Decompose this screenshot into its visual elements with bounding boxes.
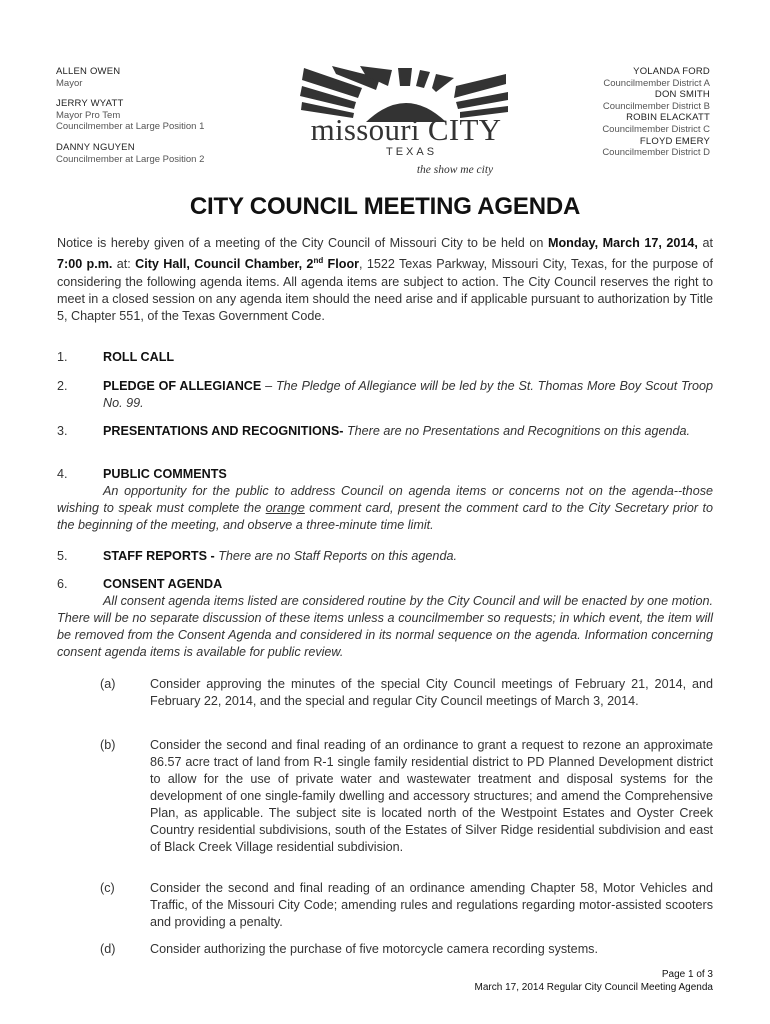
agenda-item-public-comments: [57, 466, 713, 534]
item-heading: PLEDGE OF ALLEGIANCE: [103, 379, 262, 393]
item-description: There are no Staff Reports on this agenda.: [214, 549, 457, 563]
item-heading: PRESENTATIONS AND RECOGNITIONS-: [103, 424, 344, 438]
official-name: ALLEN OWEN: [56, 66, 121, 77]
logo-wordmark: missouri CITY: [310, 112, 502, 147]
sub-item-letter: (b): [100, 738, 116, 752]
item-number: 4.: [57, 467, 68, 481]
official-name: ROBIN ELACKATT: [626, 112, 710, 124]
agenda-item-pledge: [57, 378, 713, 412]
notice-text: at:: [112, 257, 136, 272]
consent-item-c: [100, 880, 713, 931]
official-role: Councilmember at Large Position 1: [56, 121, 205, 133]
meeting-place: City Hall, Council Chamber, 2nd Floor: [135, 256, 360, 272]
item-description: The Pledge of Allegiance will be led by the St. Thomas More Boy Scout Troop No. 99.: [103, 379, 713, 410]
logo-tagline: the show me city: [416, 164, 494, 176]
official-role: Councilmember District D: [602, 147, 710, 159]
meeting-date: Monday, March 17, 2014,: [547, 236, 698, 250]
page-title: CITY COUNCIL MEETING AGENDA: [189, 193, 581, 220]
consent-item-d: [100, 941, 713, 958]
item-heading: CONSENT AGENDA: [103, 577, 223, 591]
official-role: Councilmember at Large Position 2: [56, 153, 205, 165]
meeting-time: 7:00 p.m.: [57, 257, 113, 272]
sub-item-letter: (a): [100, 677, 116, 691]
page-number: Page 1 of 3: [661, 969, 713, 980]
official-name: YOLANDA FORD: [633, 66, 710, 77]
item-number: 3.: [57, 424, 68, 438]
footer-meeting-title: March 17, 2014 Regular City Council Meeting Agenda: [474, 982, 713, 993]
item-description: All consent agenda items listed are considered routine by the City Council and will be enacted by one motion. There will be no separate discussion of these items unless a councilmember so requests; in which event, the item will be removed from the Consent Agenda and considered in its normal sequence on the agenda. Information concerning consent agenda items is available for public review.: [57, 594, 713, 659]
item-number: 1.: [57, 350, 68, 364]
item-heading: ROLL CALL: [103, 350, 175, 364]
officials-left: [56, 66, 204, 165]
official-name: DON SMITH: [654, 89, 710, 101]
sub-item-text: Consider authorizing the purchase of five motorcycle camera recording systems.: [150, 942, 598, 956]
official-role: Mayor: [56, 77, 83, 89]
sub-item-text: Consider the second and final reading of an ordinance amending Chapter 58, Motor Vehicles and Traffic, of the Missouri City Code; amending rules and regulations regarding motor-assisted scooters and providing a penalty.: [150, 881, 713, 929]
item-separator: –: [261, 379, 276, 393]
meeting-notice: [57, 235, 713, 325]
official-name: JERRY WYATT: [56, 98, 124, 110]
page-footer: [475, 968, 713, 994]
sub-item-text: Consider approving the minutes of the special City Council meetings of February 21, 2014, and February 22, 2014, and the special and regular City Council meetings of March 3, 2014.: [150, 677, 713, 708]
official-role: Mayor Pro Tem: [56, 109, 121, 121]
notice-text: , 1522 Texas Parkway, Missouri City, Texas, for the purpose of considering the following agenda items. All agenda items are subject to action. The City Council reserves the right to meet in a closed session on any agenda item should the need arise and if applicable pursuant to authorization by Title 5, Chapter 551, of the Texas Government Code.: [57, 257, 713, 323]
consent-item-a: [100, 676, 713, 710]
consent-item-b: [100, 737, 713, 856]
item-heading: STAFF REPORTS -: [103, 549, 215, 563]
official-role: Councilmember District C: [602, 123, 710, 135]
notice-text: Notice is hereby given of a meeting of the City Council of Missouri City to be held on: [57, 236, 544, 250]
officials-right: [602, 66, 710, 159]
official-name: DANNY NGUYEN: [56, 141, 135, 153]
item-number: 6.: [57, 577, 68, 591]
sub-item-letter: (d): [100, 942, 116, 956]
agenda-item-consent: [57, 576, 713, 661]
item-number: 2.: [57, 379, 68, 393]
official-role: Councilmember District A: [603, 77, 710, 89]
item-description: An opportunity for the public to address Council on agenda items or concerns not on the agenda--those wishing to speak must complete the orange comment card, present the comment card to the City Secretary prior to the beginning of the meeting, and observe a three-minute time limit.: [57, 484, 713, 532]
sub-item-letter: (c): [100, 881, 115, 895]
agenda-item-staff-reports: [57, 548, 713, 565]
notice-text: at: [697, 236, 713, 250]
official-role: Councilmember District B: [602, 100, 710, 112]
item-description: There are no Presentations and Recognitions on this agenda.: [343, 424, 691, 438]
sub-item-text: Consider the second and final reading of an ordinance to grant a request to rezone an approximate 86.57 acre tract of land from R-1 single family residential district to PD Planned Development district to allow for the use of private water and wastewater treatment and disposal systems for the development of one single-family dwelling and accessory structures; and amend the Comprehensive Plan, as applicable. The subject site is located north of the Westpoint Estates and Oyster Creek Country residential subdivisions, south of the Estates of Silver Ridge residential subdivision and east of Black Creek Village residential subdivision.: [150, 738, 713, 854]
official-name: FLOYD EMERY: [639, 135, 710, 147]
agenda-item-roll-call: [57, 349, 713, 366]
agenda-item-presentations: [57, 423, 713, 440]
item-heading: PUBLIC COMMENTS: [103, 467, 227, 481]
logo-state: TEXAS: [386, 146, 438, 158]
item-number: 5.: [57, 549, 68, 563]
